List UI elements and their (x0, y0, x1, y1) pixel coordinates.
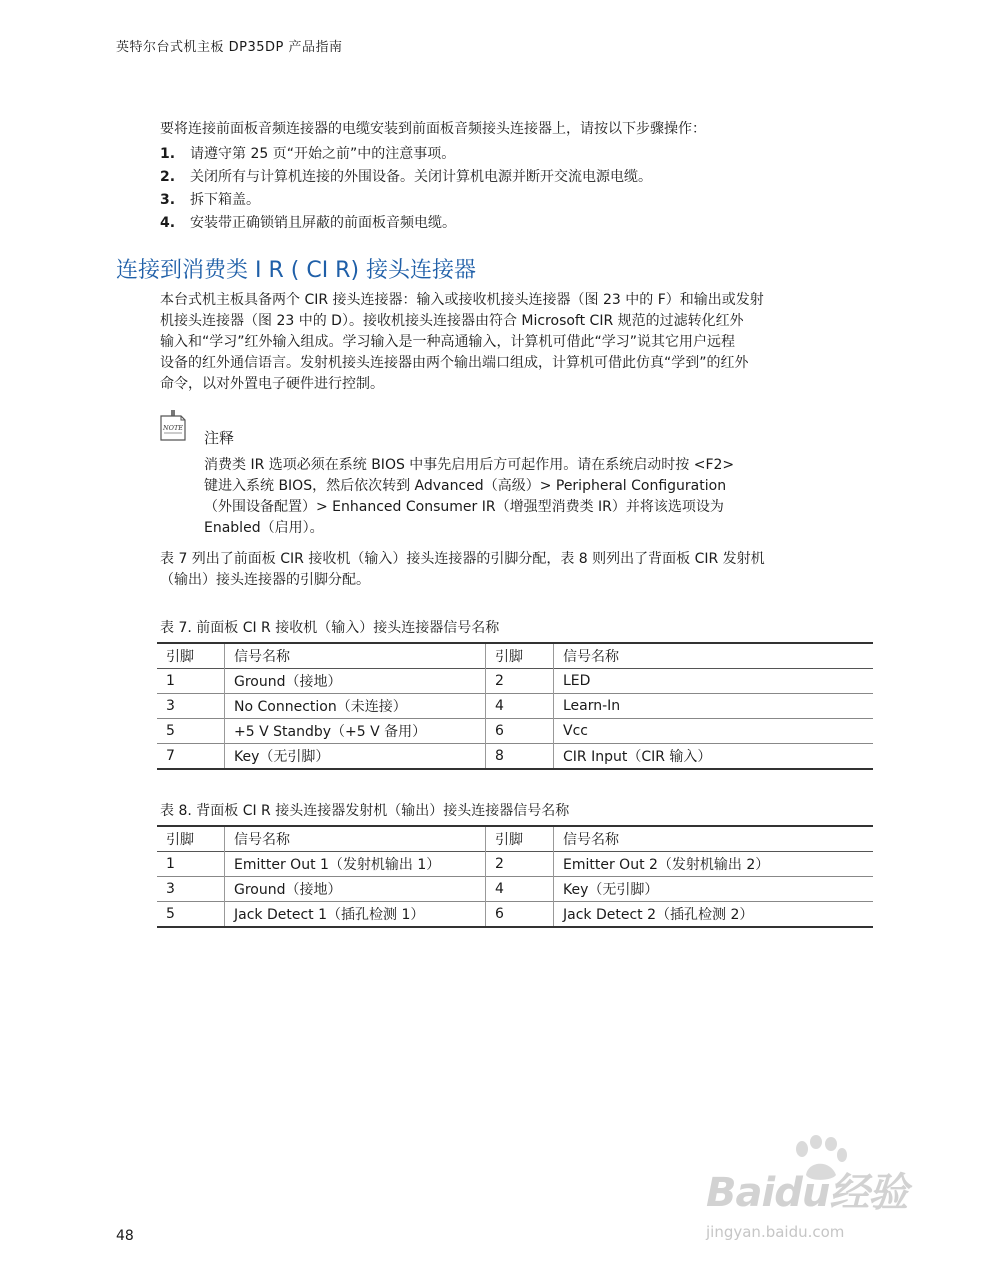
step-item (160, 143, 652, 166)
paragraph-line: 设备的红外通信语言。发射机接头连接器由两个输出端口组成，计算机可借此仿真“学到”的红外 (160, 355, 749, 371)
note-line: 键进入系统 BIOS，然后依次转到 Advanced（高级）> Peripheral Configuration (204, 478, 727, 494)
step-number: 3. (160, 192, 176, 208)
table-row (157, 877, 873, 902)
table-cell: Emitter Out 1（发射机输出 1） (225, 852, 486, 877)
step-text: 关闭所有与计算机连接的外围设备。关闭计算机电源并断开交流电源电缆。 (190, 169, 652, 185)
table-header-row (157, 643, 873, 669)
page-header: 英特尔台式机主板 DP35DP 产品指南 (116, 40, 343, 55)
step-text: 请遵守第 25 页“开始之前”中的注意事项。 (190, 146, 456, 162)
table-cell: Key（无引脚） (225, 744, 486, 770)
paragraph-line: 机接头连接器（图 23 中的 D）。接收机接头连接器由符合 Microsoft CIR 规范的过滤转化红外 (160, 313, 744, 329)
table-cell: 5 (166, 723, 175, 739)
page-number: 48 (116, 1228, 134, 1244)
intro-text: 要将连接前面板音频连接器的电缆安装到前面板音频接头连接器上，请按以下步骤操作： (160, 121, 706, 137)
table-cell: LED (554, 669, 874, 694)
table7 (157, 642, 873, 770)
table7-caption: 表 7. 前面板 CI R 接收机（输入）接头连接器信号名称 (160, 620, 500, 636)
table-row (157, 669, 873, 694)
step-number: 1. (160, 146, 176, 162)
step-number: 2. (160, 169, 176, 185)
table-cell: 5 (166, 906, 175, 922)
table-cell: 2 (486, 852, 554, 877)
table-cell: No Connection（未连接） (225, 694, 486, 719)
watermark-logo: Baidu经验 (706, 1170, 908, 1216)
column-header: 信号名称 (225, 643, 486, 669)
cir-description-paragraph (160, 290, 880, 395)
paragraph-line: 本台式机主板具备两个 CIR 接头连接器：输入或接收机接头连接器（图 23 中的 F）和输出或发射 (160, 292, 764, 308)
column-header: 信号名称 (554, 826, 874, 852)
table-cell: 1 (166, 856, 175, 872)
table-row (157, 744, 873, 770)
paragraph-line: 命令，以对外置电子硬件进行控制。 (160, 376, 384, 392)
column-header: 引脚 (166, 649, 194, 665)
table-cell: 6 (486, 902, 554, 928)
table-row (157, 852, 873, 877)
step-item (160, 166, 652, 189)
note-icon-label: NOTE (162, 424, 184, 432)
table-cell: 1 (166, 673, 175, 689)
table-cell: 6 (486, 719, 554, 744)
table-cell: 8 (486, 744, 554, 770)
table-cell: CIR Input（CIR 输入） (554, 744, 874, 770)
note-body (204, 455, 734, 539)
tables-intro-paragraph (160, 549, 880, 591)
column-header: 引脚 (486, 826, 554, 852)
table-cell: +5 V Standby（+5 V 备用） (225, 719, 486, 744)
table-cell: Emitter Out 2（发射机输出 2） (554, 852, 874, 877)
table-cell: Key（无引脚） (554, 877, 874, 902)
note-line: 消费类 IR 选项必须在系统 BIOS 中事先启用后方可起作用。请在系统启动时按 <F2> (204, 457, 735, 473)
paragraph-line: 表 7 列出了前面板 CIR 接收机（输入）接头连接器的引脚分配，表 8 则列出了背面板 CIR 发射机 (160, 551, 765, 567)
table-cell: 3 (166, 881, 175, 897)
paragraph-line: 输入和“学习”红外输入组成。学习输入是一种高通输入，计算机可借此“学习”说其它用户远程 (160, 334, 736, 350)
step-text: 安装带正确锁销且屏蔽的前面板音频电缆。 (190, 215, 456, 231)
note-line: （外围设备配置）> Enhanced Consumer IR（增强型消费类 IR）并将该选项设为 (204, 499, 724, 515)
paragraph-line: （输出）接头连接器的引脚分配。 (160, 572, 370, 588)
baidu-watermark (700, 1135, 950, 1255)
step-item (160, 189, 652, 212)
table-row (157, 719, 873, 744)
note-icon (158, 410, 188, 444)
table-cell: Learn-In (554, 694, 874, 719)
table-row (157, 902, 873, 928)
table-cell: 3 (166, 698, 175, 714)
column-header: 信号名称 (225, 826, 486, 852)
column-header: 引脚 (166, 832, 194, 848)
watermark-url: jingyan.baidu.com (706, 1223, 845, 1241)
table-cell: Ground（接地） (225, 877, 486, 902)
table-cell: Jack Detect 2（插孔检测 2） (554, 902, 874, 928)
table-cell: 2 (486, 669, 554, 694)
table-cell: 4 (486, 694, 554, 719)
table8-caption: 表 8. 背面板 CI R 接头连接器发射机（输出）接头连接器信号名称 (160, 803, 570, 819)
table-cell: Ground（接地） (225, 669, 486, 694)
step-item (160, 212, 652, 235)
table-row (157, 694, 873, 719)
table-header-row (157, 826, 873, 852)
table-cell: 7 (166, 748, 175, 764)
note-line: Enabled（启用）。 (204, 520, 324, 536)
note-title: 注释 (204, 429, 235, 447)
table-cell: Jack Detect 1（插孔检测 1） (225, 902, 486, 928)
table-cell: 4 (486, 877, 554, 902)
table-cell: Vcc (554, 719, 874, 744)
step-text: 拆下箱盖。 (190, 192, 260, 208)
table8 (157, 825, 873, 928)
steps-list (160, 143, 652, 235)
column-header: 信号名称 (554, 643, 874, 669)
column-header: 引脚 (486, 643, 554, 669)
step-number: 4. (160, 215, 176, 231)
section-heading: 连接到消费类 I R ( CI R) 接头连接器 (116, 258, 477, 283)
